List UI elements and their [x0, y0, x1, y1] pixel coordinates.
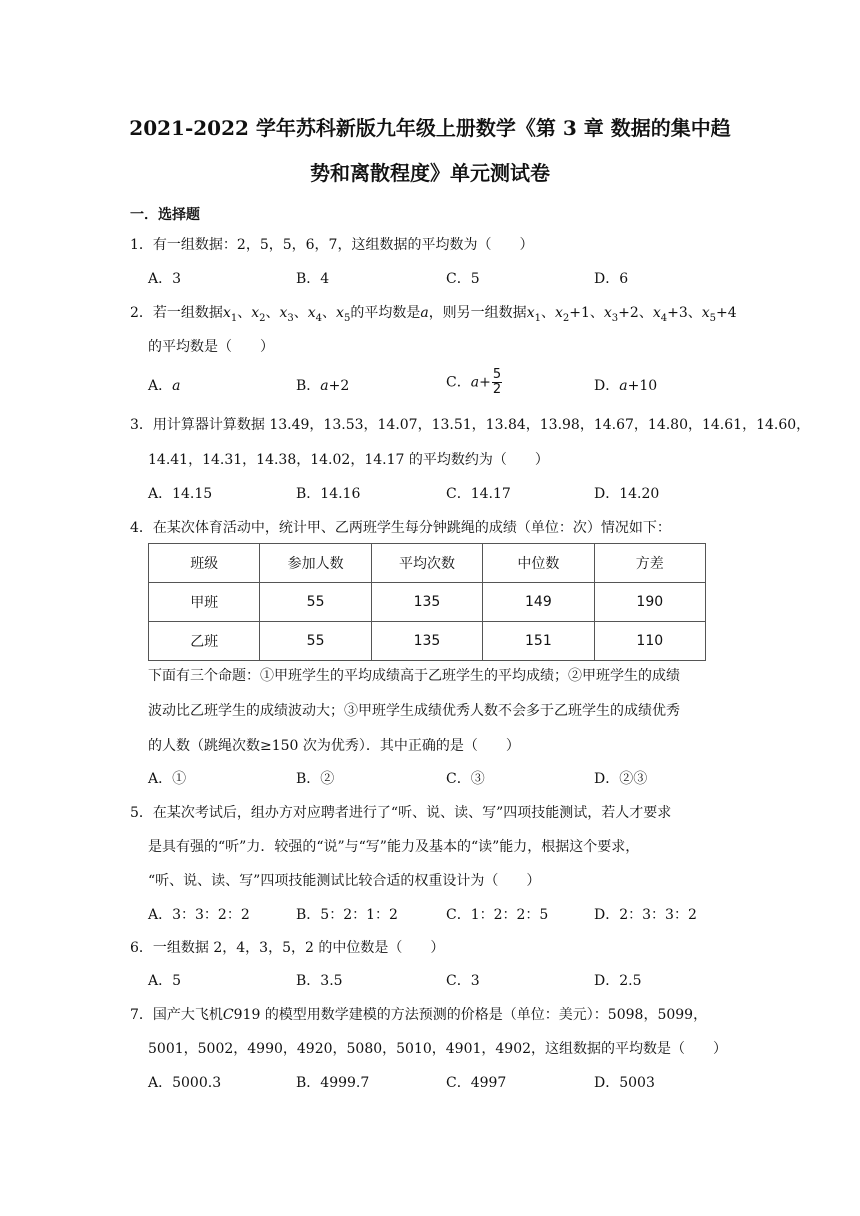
- question-7-stem-line1: 7．国产大飞机C919 的模型用数学建模的方法预测的价格是（单位：美元）：5098，5099，: [130, 1007, 708, 1023]
- q3-option-b: B．14.16: [296, 486, 361, 502]
- table-header-cell: 方差: [594, 544, 705, 583]
- q3-option-c: C．14.17: [446, 486, 511, 502]
- q1-option-d: D．6: [594, 271, 629, 287]
- table-header-cell: 班级: [149, 544, 260, 583]
- table-cell: 151: [483, 622, 594, 661]
- question-4-text-line3: 的人数（跳绳次数≥150 次为优秀）．其中正确的是（ ）: [148, 738, 520, 754]
- q2-option-c: C．a+ $\frac{5}{2}$: [446, 367, 502, 397]
- question-3-stem-line1: 3．用计算器计算数据 13.49，13.53，14.07，13.51，13.84，13.98，14.67，14.80，14.61，14.60，: [130, 417, 811, 433]
- q2-option-a: A．a: [148, 378, 181, 394]
- question-2-stem-line1: 2．若一组数据$x_1$、$x_2$、$x_3$、$x_4$、$x_5$的平均数是a，则另一组数据$x_1$、$x_2+1$、$x_3+2$、$x_4+3$、$x_5+4$: [130, 305, 737, 324]
- table-cell: 110: [594, 622, 705, 661]
- q4-option-d: D．②③: [594, 771, 648, 787]
- table-cell: 135: [371, 583, 482, 622]
- document-title-line2: 势和离散程度》单元测试卷: [310, 161, 550, 185]
- question-4-stem: 4．在某次体育活动中，统计甲、乙两班学生每分钟跳绳的成绩（单位：次）情况如下：: [130, 520, 671, 536]
- table-cell: 149: [483, 583, 594, 622]
- table-row: [149, 622, 706, 661]
- question-5-stem-line2: 是具有强的“听”力．较强的“说”与“写”能力及基本的“读”能力，根据这个要求，: [148, 839, 640, 855]
- q7-option-d: D．5003: [594, 1075, 655, 1091]
- q3-option-d: D．14.20: [594, 486, 660, 502]
- question-7-stem-line2: 5001，5002，4990，4920，5080，5010，4901，4902，这组数据的平均数是（ ）: [148, 1041, 728, 1057]
- q2-option-b: B．a+2: [296, 378, 350, 394]
- q4-option-a: A．①: [148, 771, 187, 787]
- table-cell: 55: [260, 622, 371, 661]
- table-header-cell: 平均次数: [371, 544, 482, 583]
- q2-option-d: D．a+10: [594, 378, 658, 394]
- table-cell: 55: [260, 583, 371, 622]
- table-cell: 乙班: [149, 622, 260, 661]
- q4-option-c: C．③: [446, 771, 485, 787]
- table-header-cell: 中位数: [483, 544, 594, 583]
- table-cell: 135: [371, 622, 482, 661]
- q5-option-c: C．1：2：2：5: [446, 907, 549, 923]
- table-row: [149, 583, 706, 622]
- q5-option-b: B．5：2：1：2: [296, 907, 398, 923]
- table-cell: 甲班: [149, 583, 260, 622]
- q7-option-b: B．4999.7: [296, 1075, 370, 1091]
- question-5-stem-line1: 5．在某次考试后，组办方对应聘者进行了“听、说、读、写”四项技能测试，若人才要求: [130, 805, 672, 821]
- section-heading-choice: 一．选择题: [130, 207, 200, 223]
- q6-option-c: C．3: [446, 973, 480, 989]
- q6-option-a: A．5: [148, 973, 182, 989]
- q5-option-d: D．2：3：3：2: [594, 907, 697, 923]
- q1-option-b: B．4: [296, 271, 330, 287]
- q6-option-b: B．3.5: [296, 973, 343, 989]
- q1-option-c: C．5: [446, 271, 480, 287]
- table-header-row: [149, 544, 706, 583]
- fraction-five-halves: $\frac{5}{2}$: [492, 367, 502, 397]
- document-title-line1: 2021-2022 学年苏科新版九年级上册数学《第 3 章 数据的集中趋: [129, 116, 731, 140]
- question-4-text-line2: 波动比乙班学生的成绩波动大；③甲班学生成绩优秀人数不会多于乙班学生的成绩优秀: [148, 703, 680, 719]
- q4-option-b: B．②: [296, 771, 335, 787]
- question-3-stem-line2: 14.41，14.31，14.38，14.02，14.17 的平均数约为（ ）: [148, 452, 549, 468]
- table-header-cell: 参加人数: [260, 544, 371, 583]
- q6-option-d: D．2.5: [594, 973, 642, 989]
- q5-option-a: A．3：3：2：2: [148, 907, 250, 923]
- q7-option-a: A．5000.3: [148, 1075, 222, 1091]
- question-5-stem-line3: “听、说、读、写”四项技能测试比较合适的权重设计为（ ）: [148, 873, 541, 889]
- score-stats-table: [148, 543, 706, 661]
- question-1-stem: 1．有一组数据：2，5，5，6，7，这组数据的平均数为（ ）: [130, 237, 534, 253]
- question-2-stem-line2: 的平均数是（ ）: [148, 339, 274, 355]
- question-4-text-line1: 下面有三个命题：①甲班学生的平均成绩高于乙班学生的平均成绩；②甲班学生的成绩: [148, 668, 680, 684]
- q1-option-a: A．3: [148, 271, 182, 287]
- question-6-stem: 6．一组数据 2，4，3，5，2 的中位数是（ ）: [130, 940, 445, 956]
- q3-option-a: A．14.15: [148, 486, 213, 502]
- q7-option-c: C．4997: [446, 1075, 507, 1091]
- table-cell: 190: [594, 583, 705, 622]
